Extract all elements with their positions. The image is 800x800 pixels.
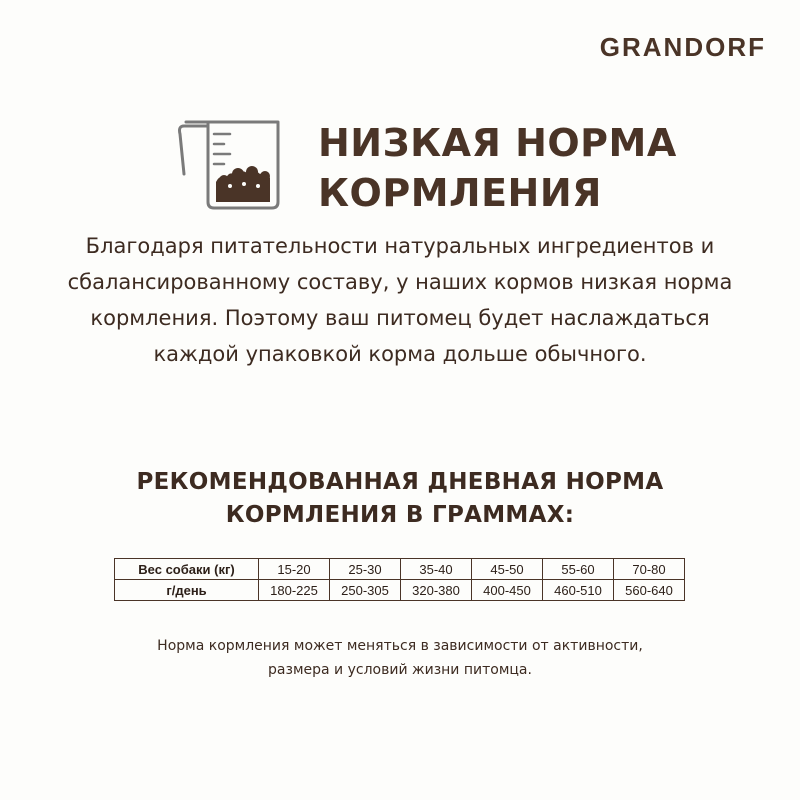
description-line-4: каждой упаковкой корма дольше обычного. — [153, 342, 647, 366]
feeding-table — [114, 558, 685, 601]
table-cell: 25-30 — [330, 559, 401, 580]
description-line-1: Благодаря питательности натуральных ингредиентов и — [85, 234, 715, 258]
table-cell: 55-60 — [543, 559, 614, 580]
footnote-line-2: размера и условий жизни питомца. — [268, 662, 532, 678]
row-header-weight: Вес собаки (кг) — [115, 559, 259, 580]
table-row-grams — [115, 580, 685, 601]
table-cell: 560-640 — [614, 580, 685, 601]
table-cell: 70-80 — [614, 559, 685, 580]
table-cell: 400-450 — [472, 580, 543, 601]
brand-logo: GRANDORF — [599, 32, 766, 62]
table-cell: 45-50 — [472, 559, 543, 580]
table-cell: 250-305 — [330, 580, 401, 601]
table-cell: 320-380 — [401, 580, 472, 601]
table-cell: 180-225 — [259, 580, 330, 601]
section-heading-line-2: КОРМЛЕНИЯ В ГРАММАХ: — [225, 502, 575, 528]
section-heading-line-1: РЕКОМЕНДОВАННАЯ ДНЕВНАЯ НОРМА — [136, 469, 664, 495]
page-title — [318, 118, 677, 218]
description-paragraph — [40, 228, 760, 372]
table-cell: 15-20 — [259, 559, 330, 580]
section-heading — [0, 466, 800, 532]
description-line-3: кормления. Поэтому ваш питомец будет наслаждаться — [90, 306, 710, 330]
title-line-2: КОРМЛЕНИЯ — [318, 171, 602, 215]
table-row-weight — [115, 559, 685, 580]
footnote-line-1: Норма кормления может меняться в зависимости от активности, — [157, 638, 643, 654]
description-line-2: сбалансированному составу, у наших кормов низкая норма — [67, 270, 733, 294]
table-cell: 460-510 — [543, 580, 614, 601]
measuring-cup-icon — [172, 112, 286, 212]
row-header-grams: г/день — [115, 580, 259, 601]
table-cell: 35-40 — [401, 559, 472, 580]
title-line-1: НИЗКАЯ НОРМА — [318, 121, 677, 165]
footnote — [0, 634, 800, 682]
